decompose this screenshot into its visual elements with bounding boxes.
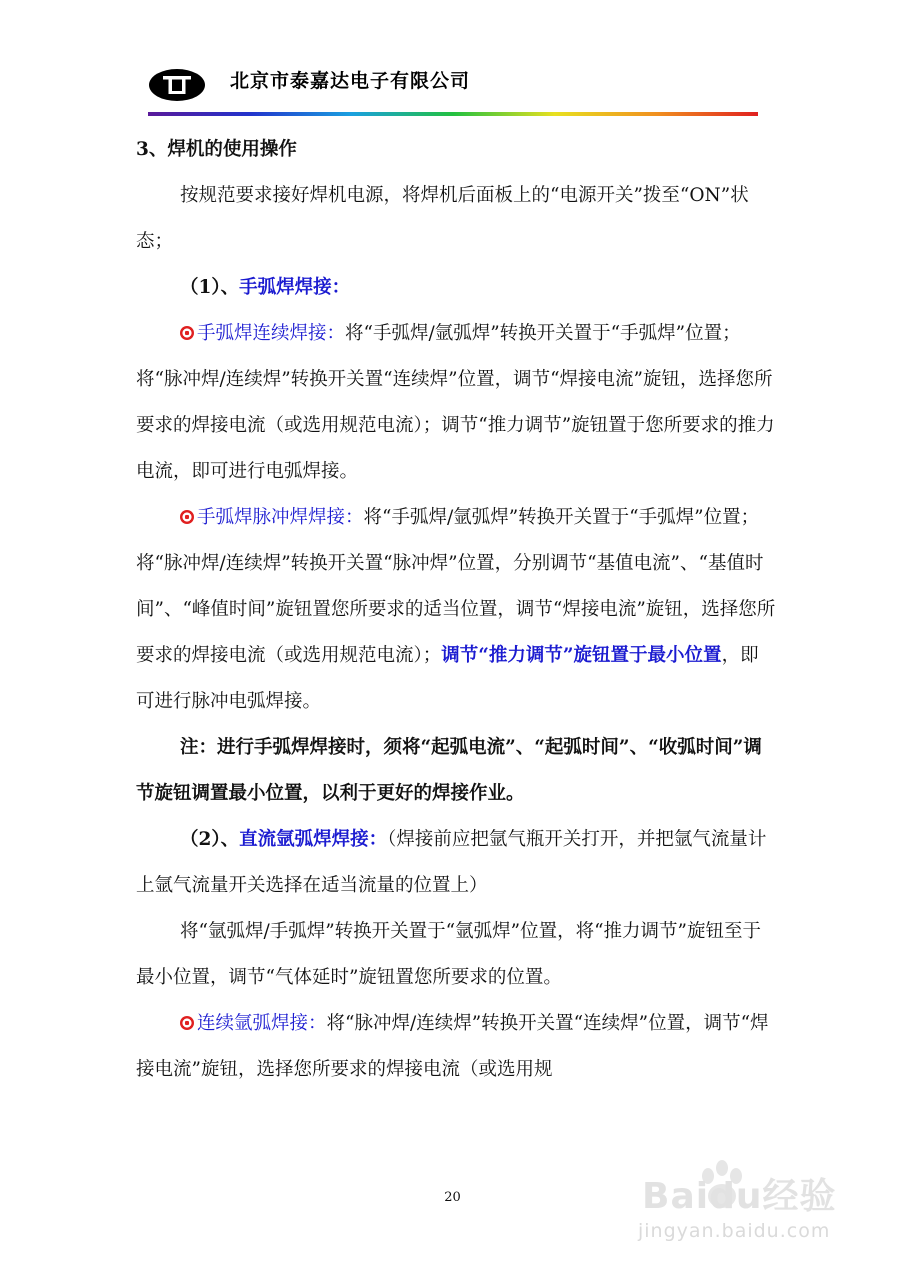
part1-pulse-highlight: 调节“推力调节”旋钮置于最小位置 [441,645,722,666]
page-number: 20 [444,1190,461,1205]
section-title: 3、焊机的使用操作 [136,139,297,160]
baidu-watermark [632,1160,862,1260]
part1-pulse-text-b: ，即可进行脉冲电弧焊接。 [136,645,759,712]
document-body [136,127,776,1093]
part1-number: （1）、 [180,277,240,298]
company-name: 北京市泰嘉达电子有限公司 [230,70,471,92]
part1-pulse-label: 手弧焊脉冲焊焊接： [197,507,364,528]
watermark-main: Baidu经验 [642,1176,837,1217]
target-bullet-icon [180,1016,194,1030]
part1-pulse-paragraph [136,495,776,725]
part2-continuous-label: 连续氩弧焊接： [197,1013,327,1034]
part2-setup-paragraph: 将“氩弧焊/手弧焊”转换开关置于“氩弧焊”位置，将“推力调节”旋钮至于最小位置，调节“气体延时”旋钮置您所要求的位置。 [136,921,761,988]
target-bullet-icon [180,510,194,524]
part1-continuous-paragraph [136,311,776,495]
part1-continuous-text: 将“手弧焊/氩弧焊”转换开关置于“手弧焊”位置；将“脉冲焊/连续焊”转换开关置“连续焊”位置，调节“焊接电流”旋钮，选择您所要求的焊接电流（或选用规范电流）；调节“推力调节”旋钮置于您所要求的推力电流，即可进行电弧焊接。 [136,323,775,482]
part2-title: 直流氩弧焊焊接： [239,829,388,850]
header-divider [148,112,758,116]
part2-continuous-text: 将“脉冲焊/连续焊”转换开关置“连续焊”位置，调节“焊接电流”旋钮，选择您所要求的焊接电流（或选用规 [136,1013,769,1080]
part1-pulse-text-a: 将“手弧焊/氩弧焊”转换开关置于“手弧焊”位置；将“脉冲焊/连续焊”转换开关置“脉冲焊”位置，分别调节“基值电流”、“基值时间”、“峰值时间”旋钮置您所要求的适当位置，调节“焊接电流”旋钮，选择您所要求的焊接电流（或选用规范电流）； [136,507,776,666]
part1-continuous-label: 手弧焊连续焊接： [197,323,346,344]
part2-continuous-paragraph [136,1001,776,1093]
intro-paragraph: 按规范要求接好焊机电源，将焊机后面板上的“电源开关”拨至“ON”状态； [136,185,749,252]
part2-intro: （焊接前应把氩气瓶开关打开，并把氩气流量计上氩气流量开关选择在适当流量的位置上） [136,829,767,896]
page-header [148,62,758,120]
part1-note: 注：进行手弧焊焊接时，须将“起弧电流”、“起弧时间”、“收弧时间”调节旋钮调置最小位置，以利于更好的焊接作业。 [136,737,762,804]
part2-heading [136,817,776,909]
target-bullet-icon [180,326,194,340]
part1-heading [136,265,776,311]
company-logo [148,68,206,102]
watermark-sub: jingyan.baidu.com [638,1220,831,1242]
part1-title: 手弧焊焊接： [239,277,351,298]
part2-number: （2）、 [180,829,240,850]
